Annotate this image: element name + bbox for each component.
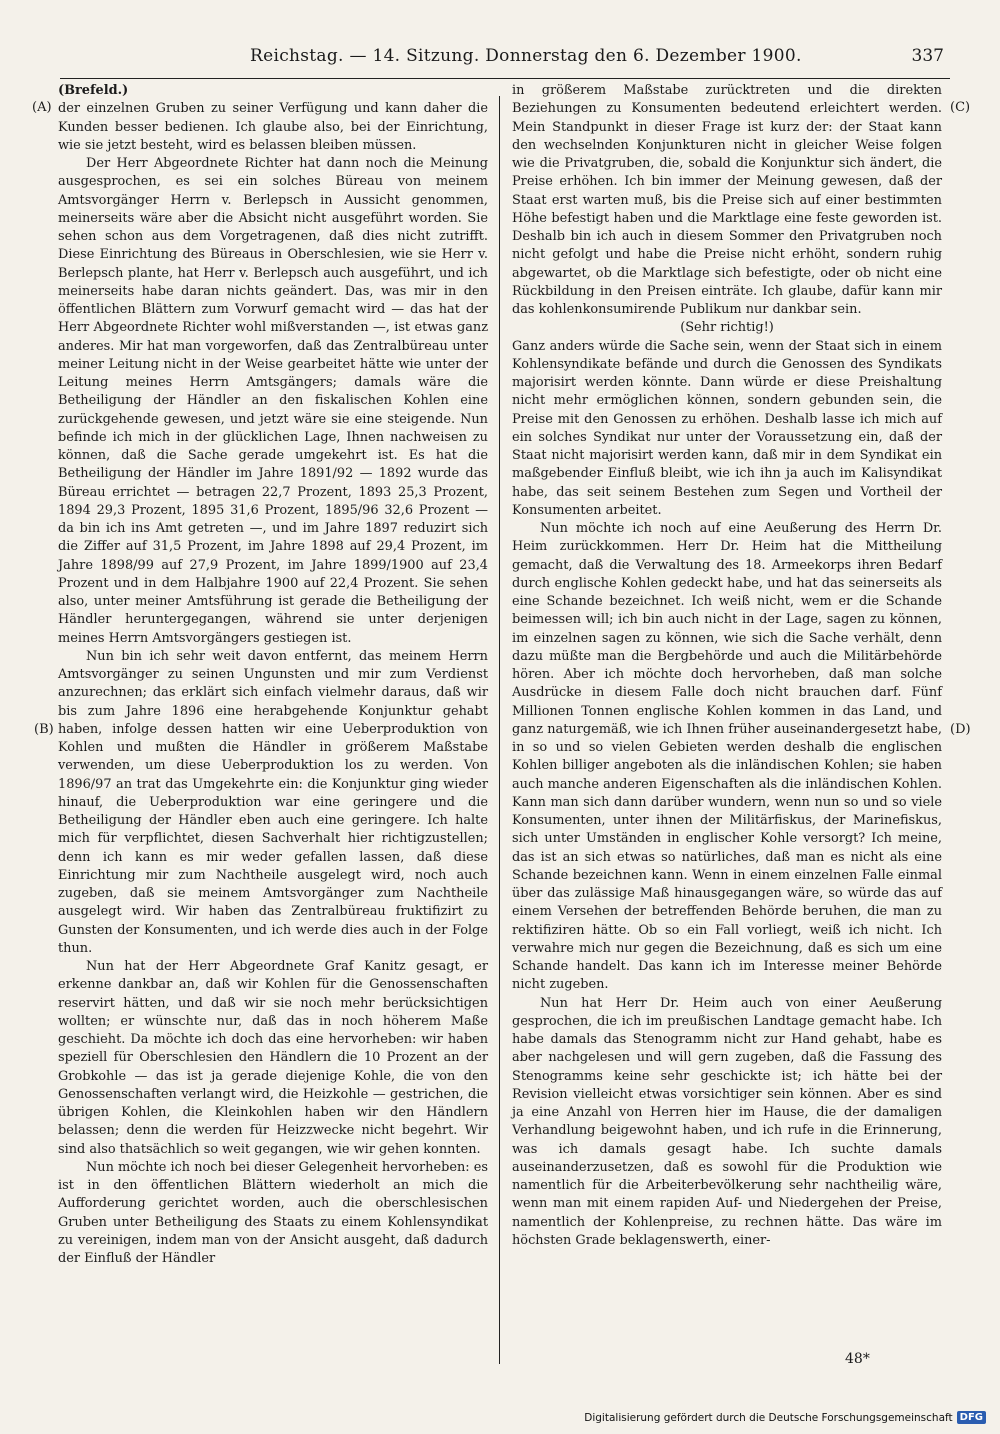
page-header	[60, 38, 950, 79]
paragraph: Nun möchte ich noch auf eine Aeußerung des Herrn Dr. Heim zurückkommen. Herr Dr. Heim hat die Mittheilung gemacht, daß die Verwaltung des 18. Armeekorps ihren Bedarf durch englische Kohlen gedeckt habe, und hat das seinerseits als eine Schande bezeichnet. Ich weiß nicht, wem er die Schande beimessen will; ich bin auch nicht in der Lage, sagen zu können, im einzelnen sagen zu können, wie sich die Sache verhält, denn dazu müßte man die Bergbehörde und auch die Militärbehörde hören. Aber ich möchte doch hervorheben, daß man solche Ausdrücke in diesem Falle doch nicht brauchen darf. Fünf Millionen Tonnen englische Kohlen kommen in das Land, und ganz naturgemäß, wie ich Ihnen früher auseinandergesetzt habe, in so und so vielen Gebieten werden deshalb die englischen Kohlen billiger angeboten als die inländischen Kohlen; sie haben auch manche anderen Eigenschaften als die inländischen Kohlen. Kann man sich dann darüber wundern, wenn nun so und so viele Konsumenten, unter ihnen der Militärfiskus, der Marinefiskus, sich unter Umständen in englischer Kohle versorgt? Ich meine, das ist an sich etwas so natürliches, daß man es nicht als eine Schande bezeichnen kann. Wenn in einem einzelnen Falle einmal über das zulässige Maß hinausgegangen wäre, so würde das auf einem Versehen der betreffenden Behörde beruhen, die man zu rektifiziren hätte. Ob so ein Fall vorliegt, weiß ich nicht. Ich verwahre mich nur gegen die Bezeichnung, daß es sich um eine Schande handelt. Das kann ich im Interesse meiner Behörde nicht zugeben.	[512, 521, 942, 993]
left-column	[58, 82, 488, 1268]
margin-mark-a: (A)	[32, 100, 52, 115]
margin-mark-b: (B)	[34, 722, 54, 737]
speaker-name: (Brefeld.)	[58, 83, 129, 98]
margin-mark-d: (D)	[950, 722, 971, 737]
paragraph: Nun bin ich sehr weit davon entfernt, das meinem Herrn Amtsvorgänger zu seinen Ungunsten und mir zum Verdienst anzurechnen; das erklärt sich einfach vielmehr daraus, daß wir bis zum Jahre 1896 eine herabgehende Konjunktur gehabt haben, infolge dessen hatten wir eine Ueberproduktion von Kohlen und mußten die Händler in größerem Maßstabe verwenden, um diese Ueberproduktion los zu werden. Von 1896/97 an trat das Umgekehrte ein: die Konjunktur ging wieder hinauf, die Ueberproduktion war eine geringere und die Betheiligung der Händler eben auch eine geringere. Ich halte mich für verpflichtet, diesen Sachverhalt hier richtigzustellen; denn ich kann es mir weder gefallen lassen, daß diese Einrichtung mir zum Nachtheile ausgelegt wird, noch auch zugeben, daß sie meinem Amtsvorgänger zum Nachtheile ausgelegt wird. Wir haben das Zentralbüreau fruktifizirt zu Gunsten der Konsumenten, und ich werde dies auch in der Folge thun.	[58, 648, 488, 956]
paragraph: Nun möchte ich noch bei dieser Gelegenheit hervorheben: es ist in den öffentlichen Blättern wiederholt an mich die Aufforderung gerichtet worden, auch die oberschlesischen Gruben unter Betheiligung des Staats zu einem Kohlensyndikat zu vereinigen, indem man von der Ansicht ausgeht, daß dadurch der Einfluß der Händler	[58, 1159, 488, 1266]
paragraph: Ganz anders würde die Sache sein, wenn der Staat sich in einem Kohlensyndikate befände und durch die Genossen des Syndikats majorisirt werden könnte. Dann würde er diese Preishaltung nicht mehr ermöglichen können, sondern gebunden sein, die Preise mit den Genossen zu erhöhen. Deshalb lasse ich mich auf ein solches Syndikat nur unter der Voraussetzung ein, daß der Staat nicht majorisirt werden kann, daß mir in dem Syndikat ein maßgebender Einfluß bleibt, wie ich ihn ja auch im Kalisyndikat habe, das seit seinem Bestehen zum Segen und Vortheil der Konsumenten arbeitet.	[512, 338, 942, 518]
footer-credit: Digitalisierung gefördert durch die Deutsche Forschungsgemeinschaft	[584, 1411, 953, 1424]
column-divider	[499, 96, 500, 1364]
footer	[584, 1411, 986, 1424]
dfg-logo-icon: DFG	[957, 1411, 986, 1424]
running-title: Reichstag. — 14. Sitzung. Donnerstag den 6. Dezember 1900.	[250, 46, 802, 66]
paragraph: in größerem Maßstabe zurücktreten und die direkten Beziehungen zu Konsumenten bedeutend erleichtert werden. Mein Standpunkt in dieser Frage ist kurz der: der Staat kann den wechselnden Konjunkturen nicht in gleicher Weise folgen wie die Privatgruben, die, sobald die Konjunktur sich ändert, die Preise erhöhen. Ich bin immer der Meinung gewesen, daß der Staat erst warten muß, bis die Preise sich auf einer bestimmten Höhe befestigt haben und die Marktlage eine feste geworden ist. Deshalb bin ich auch in diesem Sommer den Privatgruben noch nicht gefolgt und habe die Preise nicht erhöht, sondern ruhig abgewartet, ob die Marktlage sich befestigte, oder ob nicht eine Rückbildung in den Preisen einträte. Ich glaube, dafür kann mir das kohlenkonsumirende Publikum nur dankbar sein.	[512, 83, 942, 317]
paragraph: Der Herr Abgeordnete Richter hat dann noch die Meinung ausgesprochen, es sei ein solches Büreau von meinem Amtsvorgänger Herrn v. Berlepsch in Aussicht genommen, meinerseits wäre aber die Absicht nicht ausgeführt worden. Sie sehen schon aus dem Vorgetragenen, daß dies nicht zutrifft. Diese Einrichtung des Büreaus in Oberschlesien, wie sie Herr v. Berlepsch plante, hat Herr v. Berlepsch auch ausgeführt, und ich meinerseits habe daran nichts geändert. Das, was mir in den öffentlichen Blättern zum Vorwurf gemacht wird — das hat der Herr Abgeordnete Richter wohl mißverstanden —, ist etwas ganz anderes. Mir hat man vorgeworfen, daß das Zentralbüreau unter meiner Leitung nicht in der Weise gearbeitet hätte wie unter der Leitung meines Herrn Amtsgängers; damals wäre die Betheiligung der Händler an den fiskalischen Kohlen eine zurückgehende gewesen, und jetzt wäre sie eine steigende. Nun befinde ich mich in der glücklichen Lage, Ihnen nachweisen zu können, daß die Sache gerade umgekehrt ist. Es hat die Betheiligung der Händler im Jahre 1891/92 — 1892 wurde das Büreau errichtet — betragen 22,7 Prozent, 1893 25,3 Prozent, 1894 29,3 Prozent, 1895 31,6 Prozent, 1895/96 32,6 Prozent — da bin ich ins Amt getreten —, und im Jahre 1897 reduzirt sich die Ziffer auf 31,5 Prozent, im Jahre 1898 auf 29,4 Prozent, im Jahre 1898/99 auf 27,9 Prozent, im Jahre 1899/1900 auf 23,4 Prozent und in dem Halbjahre 1900 auf 22,4 Prozent. Sie sehen also, unter meiner Amtsführung ist gerade die Betheiligung der Händler heruntergegangen, während sie unter derjenigen meines Herrn Amtsvorgängers gestiegen ist.	[58, 156, 488, 646]
paragraph: der einzelnen Gruben zu seiner Verfügung und kann daher die Kunden besser bedienen. Ich glaube also, bei der Einrichtung, wie sie jetzt besteht, wird es belassen bleiben müssen.	[58, 101, 488, 153]
page-number: 337	[911, 46, 944, 66]
right-column	[512, 82, 942, 1250]
interjection: (Sehr richtig!)	[680, 320, 774, 336]
margin-mark-c: (C)	[950, 100, 971, 115]
signature-mark: 48*	[845, 1351, 870, 1367]
paragraph: Nun hat der Herr Abgeordnete Graf Kanitz gesagt, er erkenne dankbar an, daß wir Kohlen für die Genossenschaften reservirt hätten, und daß wir sie noch mehr berücksichtigen wollten; er wünschte nur, daß das in noch höherem Maße geschieht. Da möchte ich doch das eine hervorheben: wir haben speziell für Oberschlesien den Händlern die 10 Prozent an der Grobkohle — das ist ja gerade diejenige Kohle, die von den Genossenschaften verlangt wird, die Heizkohle — gestrichen, die übrigen Kohlen, die Kleinkohlen haben wir den Händlern belassen; denn die werden für Heizzwecke nicht begehrt. Wir sind also thatsächlich so weit gegangen, wie wir gehen konnten.	[58, 959, 488, 1157]
paragraph: Nun hat Herr Dr. Heim auch von einer Aeußerung gesprochen, die ich im preußischen Landtage gemacht habe. Ich habe damals das Stenogramm nicht zur Hand gehabt, habe es aber nachgelesen und will gern zugeben, daß die Fassung des Stenogramms keine sehr geschickte ist; ich hätte bei der Revision vielleicht etwas vorsichtiger sein können. Aber es sind ja eine Anzahl von Herren hier im Hause, die der damaligen Verhandlung beigewohnt haben, und ich rufe in die Erinnerung, was ich damals gesagt habe. Ich suchte damals auseinanderzusetzen, daß es sowohl für die Produktion wie namentlich für die Arbeiterbevölkerung sehr nachtheilig wäre, wenn man mit einem rapiden Auf- und Niedergehen der Preise, namentlich der Kohlenpreise, zu rechnen hätte. Das wäre im höchsten Grade beklagenswerth, einer-	[512, 995, 942, 1248]
